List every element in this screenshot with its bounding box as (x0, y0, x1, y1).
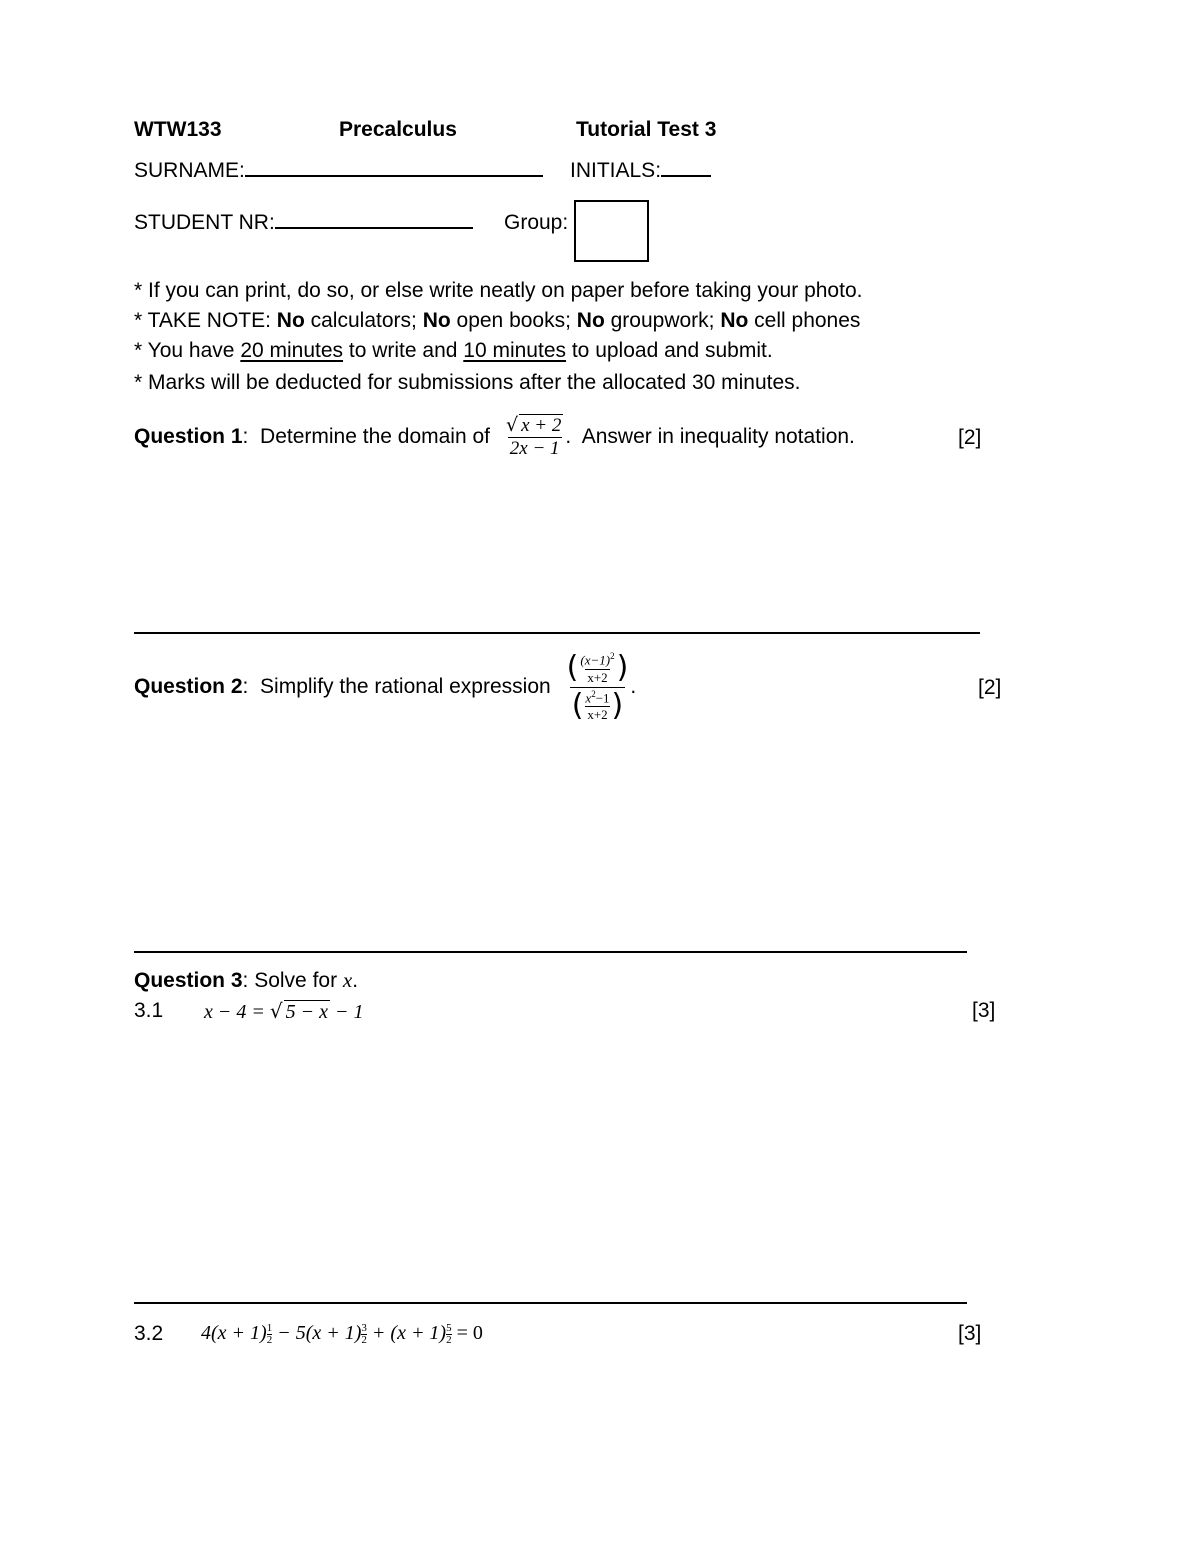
q2-bottom-fraction (583, 689, 611, 723)
part-3-2-equation (201, 1322, 483, 1346)
question-1-text: : Determine the domain of (242, 425, 490, 448)
surname-field (134, 159, 543, 183)
part-3-1-equation (204, 999, 364, 1024)
question-3-text: : Solve for (242, 969, 343, 992)
bullet: * (134, 279, 143, 302)
q2-bottom-numerator-rest: −1 (595, 689, 610, 705)
part-3-2-term-2: − 5(x + 1) (272, 1322, 362, 1344)
q1-denominator: 2x − 1 (509, 438, 560, 459)
group-label: Group: (504, 211, 569, 234)
q2-top-numerator: (x−1) (580, 652, 611, 668)
q2-bottom-denominator: x+2 (587, 706, 608, 722)
question-1-marks: [2] (958, 426, 982, 449)
part-3-1-radicand: 5 − x (285, 1001, 328, 1023)
bullet: * (134, 339, 143, 362)
instruction-1 (134, 279, 862, 303)
surname-label: SURNAME: (134, 159, 245, 182)
instruction-4-text: Marks will be deducted for submissions after the allocated 30 minutes. (148, 371, 801, 394)
left-paren-icon: ( (571, 687, 584, 723)
no-emphasis: No (276, 309, 305, 332)
part-3-2-term-1: 4(x + 1) (201, 1322, 267, 1344)
initials-blank[interactable] (661, 159, 711, 177)
question-3-var: x (342, 968, 353, 992)
right-paren-icon: ) (616, 650, 629, 686)
take-note-text: TAKE NOTE: (147, 309, 277, 332)
instruction-2 (134, 309, 860, 333)
q2-top-denominator: x+2 (587, 669, 608, 685)
student-nr-blank[interactable] (275, 211, 473, 229)
upload-time: 10 minutes (463, 339, 567, 362)
part-3-1-marks: [3] (972, 999, 996, 1022)
cell-phones-text: cell phones (748, 309, 861, 332)
subject-title: Precalculus (339, 118, 457, 141)
groupwork-text: groupwork; (604, 309, 721, 332)
exponent-2: $\frac{3}{2}$ (361, 1322, 367, 1346)
divider-2 (134, 951, 967, 953)
initials-label: INITIALS: (570, 159, 662, 182)
q2-fraction (565, 651, 631, 723)
instruction-3-prefix: You have (147, 339, 241, 362)
q2-top-fraction (578, 651, 616, 685)
bullet: * (134, 371, 143, 394)
part-3-2-marks: [3] (958, 1322, 982, 1345)
surname-blank[interactable] (245, 159, 543, 177)
part-3-2-number: 3.2 (134, 1322, 164, 1345)
divider-1 (134, 632, 980, 634)
part-3-2-term-3: + (x + 1) (366, 1322, 447, 1344)
calculators-text: calculators; (304, 309, 423, 332)
right-paren-icon: ) (611, 687, 624, 723)
part-3-2-rhs: = 0 (451, 1322, 483, 1344)
question-1 (134, 410, 855, 464)
write-time: 20 minutes (240, 339, 344, 362)
student-nr-label: STUDENT NR: (134, 211, 275, 234)
question-2-marks: [2] (978, 676, 1002, 699)
question-2-text: : Simplify the rational expression (242, 675, 551, 698)
group-box[interactable] (574, 200, 649, 262)
part-3-1-lhs: x − 4 = (204, 1001, 270, 1023)
part-3-1-tail: − 1 (330, 1001, 364, 1023)
open-books-text: open books; (450, 309, 577, 332)
question-3 (134, 968, 358, 993)
left-paren-icon: ( (566, 650, 579, 686)
divider-3 (134, 1302, 967, 1304)
exponent-1: $\frac{1}{2}$ (266, 1322, 273, 1346)
bullet: * (134, 309, 143, 332)
exponent-3: $\frac{5}{2}$ (446, 1322, 452, 1346)
question-2 (134, 646, 636, 728)
course-code: WTW133 (134, 118, 222, 141)
no-emphasis: No (720, 309, 749, 332)
question-3-dot: . (352, 969, 359, 992)
question-2-label: Question 2 (134, 675, 243, 698)
q2-bottom-exponent: 2 (591, 688, 596, 699)
instruction-3-mid: to write and (343, 339, 464, 362)
no-emphasis: No (576, 309, 605, 332)
instruction-3-suffix: to upload and submit. (566, 339, 773, 362)
no-emphasis: No (422, 309, 451, 332)
sqrt-icon: √ (269, 999, 283, 1023)
question-3-label: Question 3 (134, 969, 243, 992)
instruction-3 (134, 339, 773, 363)
sqrt-icon: √ (506, 414, 519, 436)
q1-numerator: x + 2 (521, 415, 562, 436)
q2-bottom-var: x (585, 689, 592, 705)
question-1-after: . Answer in inequality notation. (565, 425, 855, 448)
test-title: Tutorial Test 3 (576, 118, 717, 141)
question-2-after: . (630, 675, 637, 698)
instruction-1-text: If you can print, do so, or else write neatly on paper before taking your photo. (148, 279, 863, 302)
part-3-1-number: 3.1 (134, 999, 164, 1022)
question-1-label: Question 1 (134, 425, 243, 448)
student-nr-field (134, 211, 473, 235)
initials-field (570, 159, 711, 183)
instruction-4 (134, 371, 801, 395)
q1-fraction (504, 414, 565, 460)
q2-top-exponent: 2 (610, 651, 615, 662)
